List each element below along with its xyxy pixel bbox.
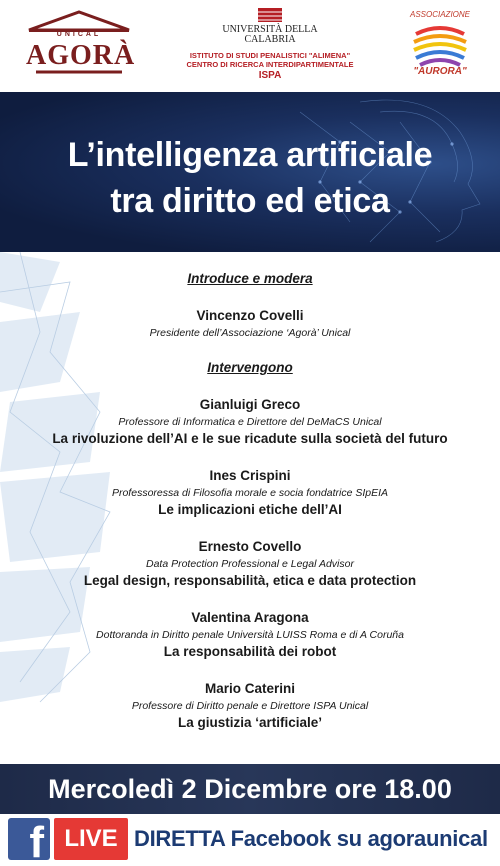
speaker-name: Valentina Aragona (191, 610, 309, 625)
aurora-association-label: ASSOCIAZIONE (409, 10, 470, 19)
speaker-name: Gianluigi Greco (199, 397, 301, 412)
speaker-role: Professore di Informatica e Direttore del DeMaCS Unical (118, 416, 382, 428)
speakers-heading: Intervengono (207, 360, 293, 375)
live-stream-bar[interactable] (0, 814, 500, 866)
title-line-1: L’intelligenza artificiale (67, 136, 433, 174)
aurora-logo (404, 8, 476, 84)
institute-acronym: ISPA (258, 70, 282, 81)
institute-line-1: ISTITUTO DI STUDI PENALISTICI "ALIMENA" (189, 51, 351, 60)
intro-heading: Introduce e modera (187, 271, 313, 286)
logo-header (0, 0, 500, 92)
speaker-role: Data Protection Professional e Legal Advisor (146, 558, 354, 570)
agora-logo (26, 10, 136, 78)
speaker-name: Ernesto Covello (198, 539, 302, 554)
institute-line-2: CENTRO DI RICERCA INTERDIPARTIMENTALE (186, 60, 354, 69)
aurora-waves-icon (404, 20, 476, 70)
agora-unical-label: UNICAL (56, 31, 102, 38)
speaker-talk: La giustizia ‘artificiale’ (177, 715, 323, 730)
facebook-letter: f (29, 818, 44, 860)
speaker-role: Professore di Diritto penale e Direttore ISPA Unical (131, 700, 369, 712)
agora-name: AGORÀ (26, 40, 136, 71)
live-badge: LIVE (54, 818, 128, 860)
university-line-1: UNIVERSITÀ DELLA (222, 24, 318, 35)
speaker-role: Dottoranda in Diritto penale Università LUISS Roma e di A Coruña (96, 629, 404, 641)
university-name (172, 25, 368, 45)
speaker-talk: Le implicazioni etiche dell’AI (158, 502, 342, 517)
stream-text[interactable]: DIRETTA Facebook su agoraunical (134, 826, 488, 851)
speaker-name: Mario Caterini (204, 681, 296, 696)
speaker-talk: La rivoluzione dell’AI e le sue ricadute sulla società del futuro (52, 431, 448, 446)
event-date: Mercoledì 2 Dicembre ore 18.00 (48, 774, 452, 804)
speaker-talk: Legal design, responsabilità, etica e data protection (83, 573, 417, 588)
title-line-2: tra diritto ed etica (110, 182, 390, 220)
university-line-2: CALABRIA (244, 34, 296, 45)
speaker-name: Ines Crispini (209, 468, 291, 483)
moderator-role: Presidente dell’Associazione ‘Agorà’ Unical (149, 327, 351, 339)
moderator-name: Vincenzo Covelli (196, 308, 304, 323)
event-title (0, 132, 500, 224)
speaker-talk: La responsabilità dei robot (163, 644, 337, 659)
speaker-role: Professoressa di Filosofia morale e socia fondatrice SIpEIA (111, 487, 389, 499)
facebook-icon[interactable] (8, 818, 50, 860)
unical-logo (172, 6, 368, 88)
unical-emblem-icon (258, 8, 282, 22)
aurora-name: "AURORA" (413, 66, 467, 77)
date-bar (0, 764, 500, 814)
institute-name (172, 51, 368, 69)
